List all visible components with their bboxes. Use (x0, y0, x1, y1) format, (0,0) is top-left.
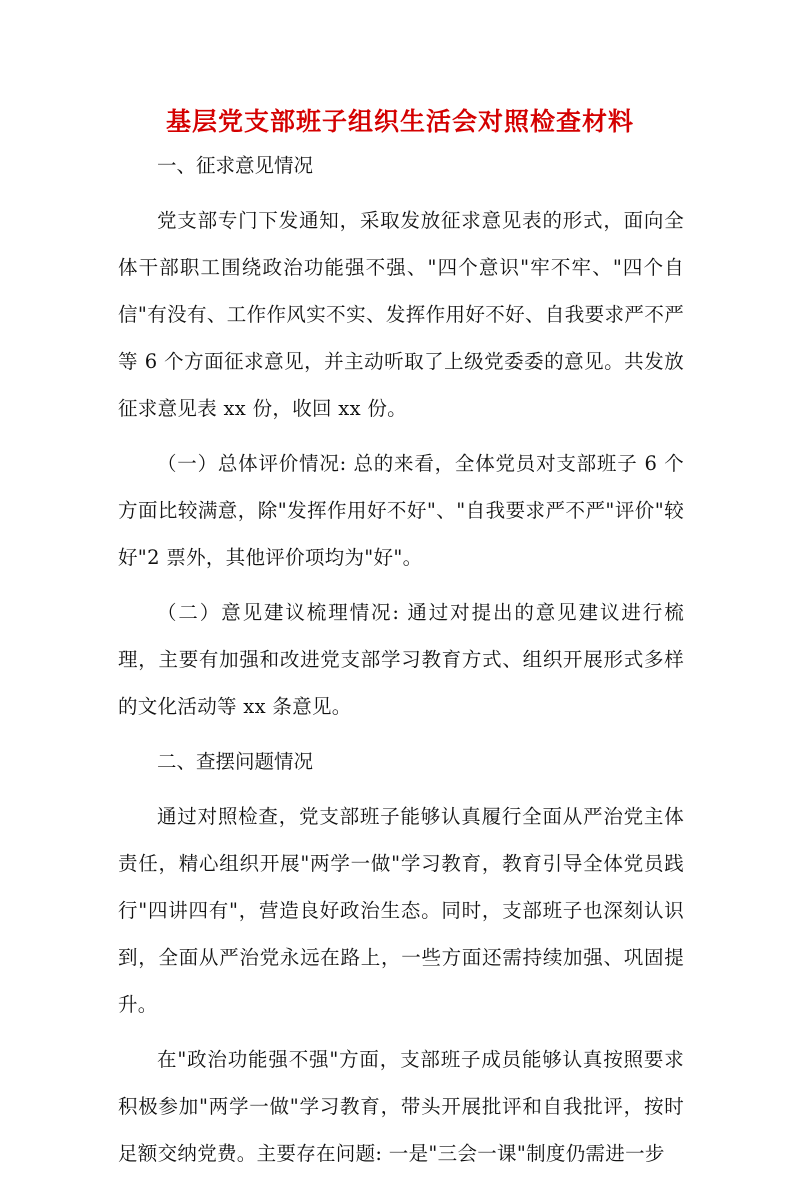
paragraph-self-examination: 通过对照检查，党支部班子能够认真履行全面从严治党主体责任，精心组织开展"两学一做"学习教育，教育引导全体党员践行"四讲四有"，营造良好政治生态。同时，支部班子也深刻认识到，全面从严治党永远在路上，一些方面还需持续加强、巩固提升。 (118, 805, 684, 1016)
paragraph-suggestions-summary: （二）意见建议梳理情况: 通过对提出的意见建议进行梳理，主要有加强和改进党支部学习教育方式、组织开展形式多样的文化活动等 xx 条意见。 (118, 601, 684, 718)
section-heading-problems: 二、查摆问题情况 (157, 750, 314, 773)
paragraph-notice: 党支部专门下发通知，采取发放征求意见表的形式，面向全体干部职工围绕政治功能强不强、"四个意识"牢不牢、"四个自信"有没有、工作作风实不实、发挥作用好不好、自我要求严不严等 6 个方面征求意见，并主动听取了上级党委委的意见。共发放征求意见表 xx 份，收回 xx 份。 (118, 209, 684, 420)
paragraph-political-function: 在"政治功能强不强"方面，支部班子成员能够认真按照要求积极参加"两学一做"学习教育，带头开展批评和自我批评，按时足额交纳党费。主要存在问题: 一是"三会一课"制度仍需进一步 (118, 1048, 684, 1165)
section-heading-solicit-opinions: 一、征求意见情况 (157, 154, 314, 177)
paragraph-overall-evaluation: （一）总体评价情况: 总的来看，全体党员对支部班子 6 个方面比较满意，除"发挥作用好不好"、"自我要求严不严"评价"较好"2 票外，其他评价项均为"好"。 (118, 452, 684, 569)
document-title: 基层党支部班子组织生活会对照检查材料 (165, 107, 634, 136)
document-body (118, 142, 684, 1177)
